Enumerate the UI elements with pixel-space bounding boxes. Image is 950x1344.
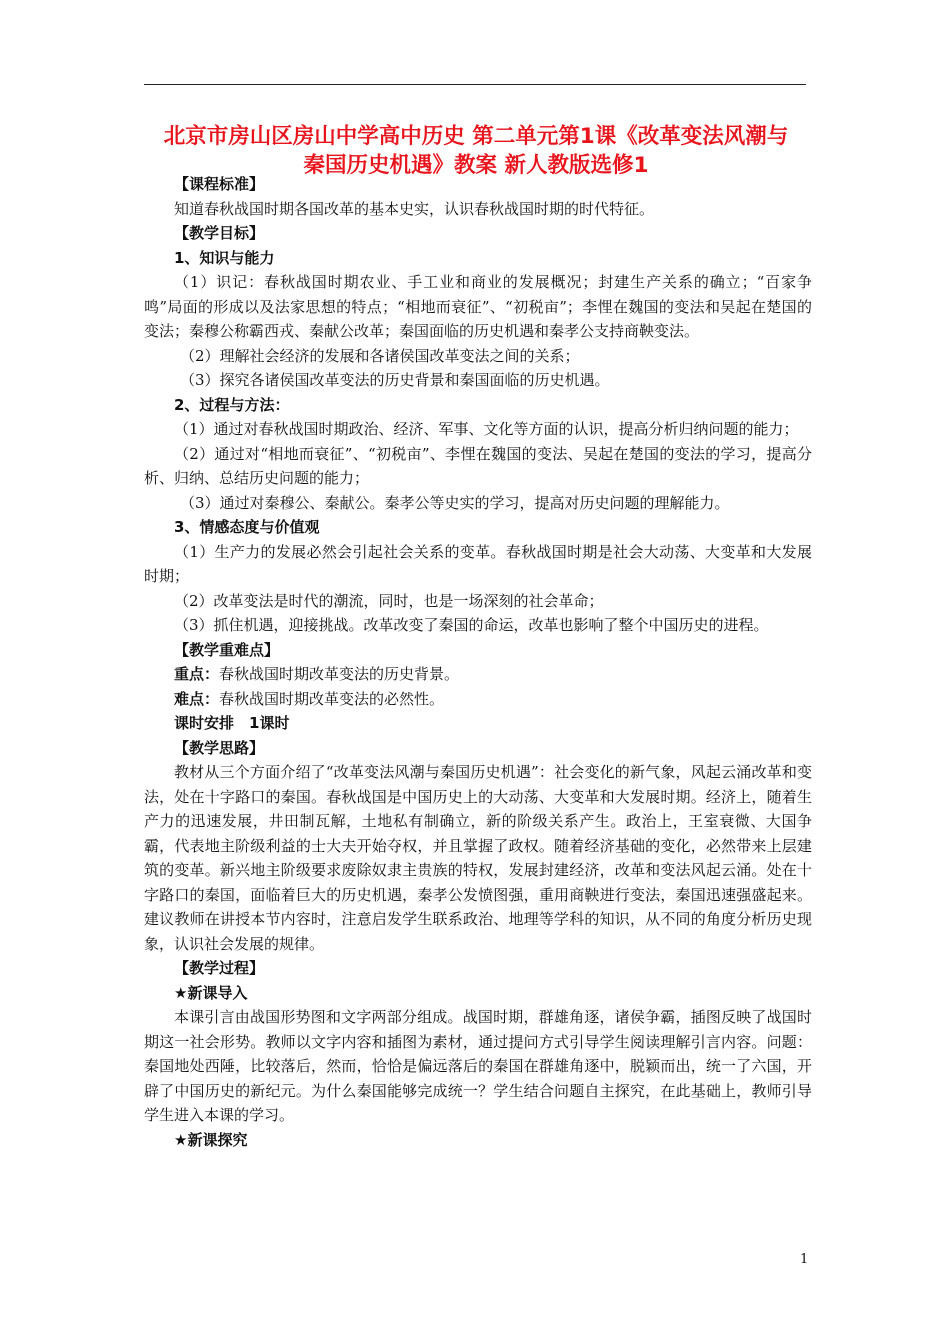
objectives-heading: 【教学目标】	[174, 224, 265, 242]
values-heading: 3、情感态度与价值观	[174, 518, 320, 536]
intro-heading: ★新课导入	[174, 983, 248, 1002]
title-line-1: 北京市房山区房山中学高中历史 第二单元第1课《改革变法风潮与	[163, 124, 789, 149]
difficult-point	[144, 687, 812, 712]
key-point-label: 重点：	[174, 665, 220, 683]
key-point	[144, 662, 812, 687]
process-item: （1）通过对春秋战国时期政治、经济、军事、文化等方面的认识，提高分析归纳问题的能力；	[174, 420, 799, 438]
difficult-point-text: 春秋战国时期改革变法的必然性。	[219, 689, 445, 708]
teaching-idea-heading: 【教学思路】	[174, 738, 265, 757]
teaching-idea-text: 教材从三个方面介绍了“改革变法风潮与秦国历史机遇”：社会变化的新气象，风起云涌改革和变法，处在十字路口的秦国。春秋战国是中国历史上的大动荡、大变革和大发展时期。经济上，随着生产力的迅速发展，井田制瓦解，土地私有制确立，新的阶级关系产生。政治上，王室衰微、大国争霸，代表地主阶级利益的士大夫开始夺权，并且掌握了政权。随着经济基础的变化，必然带来上层建筑的变革。新兴地主阶级要求废除奴隶主贵族的特权，发展封建经济，改革和变法风起云涌。处在十字路口的秦国，面临着巨大的历史机遇，秦孝公发愤图强，重用商鞅进行变法，秦国迅速强盛起来。建议教师在讲授本节内容时，注意启发学生联系政治、地理等学科的知识，从不同的角度分析历史现象，认识社会发展的规律。	[144, 763, 812, 953]
values-item: （3）抓住机遇，迎接挑战。改革改变了秦国的命运，改革也影响了整个中国历史的进程。	[174, 616, 769, 634]
curriculum-standard-heading: 【课程标准】	[174, 175, 265, 193]
key-point-text: 春秋战国时期改革变法的历史背景。	[219, 665, 460, 683]
document-body	[144, 172, 812, 1152]
process-item: （3）通过对秦穆公、秦献公。秦孝公等史实的学习，提高对历史问题的理解能力。	[180, 493, 730, 512]
difficult-point-label: 难点：	[174, 689, 220, 708]
intro-text: 本课引言由战国形势图和文字两部分组成。战国时期，群雄角逐，诸侯争霸，插图反映了战国时期这一社会形势。教师以文字内容和插图为素材，通过提问方式引导学生阅读理解引言内容。问题：秦国地处西陲，比较落后，然而，恰恰是偏远落后的秦国在群雄角逐中，脱颖而出，统一了六国，开辟了中国历史的新纪元。为什么秦国能够完成统一？学生结合问题自主探究，在此基础上，教师引导学生进入本课的学习。	[144, 1008, 812, 1124]
values-item: （1）生产力的发展必然会引起社会关系的变革。春秋战国时期是社会大动荡、大变革和大发展时期；	[144, 542, 812, 585]
process-heading: 2、过程与方法：	[174, 395, 290, 414]
process-item: （2）通过对“相地而衰征”、“初税亩”、李悝在魏国的变法、吴起在楚国的变法的学习，提高分析、归纳、总结历史问题的能力；	[144, 444, 812, 487]
teaching-process-heading: 【教学过程】	[174, 959, 265, 977]
key-points-heading: 【教学重难点】	[174, 640, 280, 659]
knowledge-item: （2）理解社会经济的发展和各诸侯国改革变法之间的关系；	[180, 346, 580, 365]
explore-heading: ★新课探究	[174, 1130, 248, 1149]
knowledge-item: （3）探究各诸侯国改革变法的历史背景和秦国面临的历史机遇。	[180, 371, 610, 389]
schedule: 课时安排 1课时	[174, 714, 290, 732]
knowledge-item: （1）识记：春秋战国时期农业、手工业和商业的发展概况；封建生产关系的确立；“百家争鸣”局面的形成以及法家思想的特点；“相地而衰征”、“初税亩”；李悝在魏国的变法和吴起在楚国的变法；秦穆公称霸西戎、秦献公改革；秦国面临的历史机遇和秦孝公支持商鞅变法。	[144, 273, 812, 340]
knowledge-heading: 1、知识与能力	[174, 248, 275, 267]
values-item: （2）改革变法是时代的潮流，同时，也是一场深刻的社会革命；	[174, 591, 604, 610]
page-number: 1	[800, 1252, 809, 1267]
header-rule	[144, 84, 806, 85]
title-line-2: 秦国历史机遇》教案 新人教版选修1	[303, 153, 649, 178]
curriculum-standard-text: 知道春秋战国时期各国改革的基本史实，认识春秋战国时期的时代特征。	[174, 199, 655, 218]
